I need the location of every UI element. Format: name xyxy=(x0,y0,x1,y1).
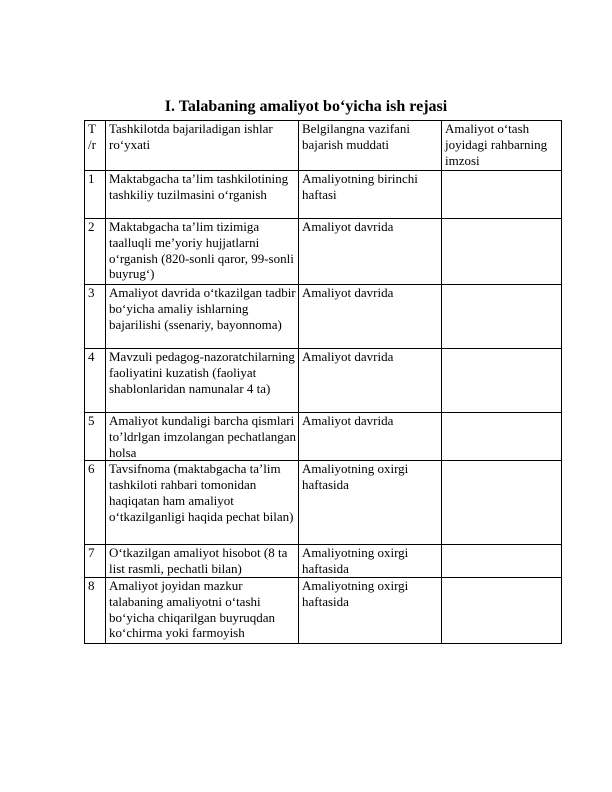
row-number: 5 xyxy=(85,413,106,461)
row-task: Amaliyot kundaligi barcha qismlari to’ldrlgan imzolangan pechatlangan holsa xyxy=(106,413,299,461)
row-signature xyxy=(442,349,562,413)
row-signature xyxy=(442,171,562,219)
row-term: Amaliyot davrida xyxy=(299,413,442,461)
table-row xyxy=(85,545,562,578)
row-task: Maktabgacha ta’lim tashkilotining tashkiliy tuzilmasini o‘rganish xyxy=(106,171,299,219)
row-number: 7 xyxy=(85,545,106,578)
header-number: T /r xyxy=(85,121,106,171)
row-number: 4 xyxy=(85,349,106,413)
row-task: Amaliyot davrida o‘tkazilgan tadbir bo‘yicha amaliy ishlarning bajarilishi (ssenariy, bayonnoma) xyxy=(106,285,299,349)
row-term: Amaliyotning oxirgi haftasida xyxy=(299,577,442,643)
table-row xyxy=(85,349,562,413)
row-term: Amaliyotning oxirgi haftasida xyxy=(299,461,442,545)
row-term: Amaliyot davrida xyxy=(299,285,442,349)
row-task: O‘tkazilgan amaliyot hisobot (8 ta list rasmli, pechatli bilan) xyxy=(106,545,299,578)
row-signature xyxy=(442,545,562,578)
table-header-row xyxy=(85,121,562,171)
row-term: Amaliyotning oxirgi haftasida xyxy=(299,545,442,578)
row-task: Mavzuli pedagog-nazoratchilarning faoliyatini kuzatish (faoliyat shablonlaridan namunalar 4 ta) xyxy=(106,349,299,413)
table-row xyxy=(85,171,562,219)
row-number: 3 xyxy=(85,285,106,349)
row-signature xyxy=(442,413,562,461)
table-row xyxy=(85,413,562,461)
row-signature xyxy=(442,285,562,349)
row-number: 6 xyxy=(85,461,106,545)
row-task: Amaliyot joyidan mazkur talabaning amaliyotni o‘tashi bo‘yicha chiqarilgan buyruqdan ko‘chirma yoki farmoyish xyxy=(106,577,299,643)
table-row xyxy=(85,461,562,545)
row-signature xyxy=(442,219,562,285)
row-task: Tavsifnoma (maktabgacha ta’lim tashkiloti rahbari tomonidan haqiqatan ham amaliyot o‘tkazilganligi haqida pechat bilan) xyxy=(106,461,299,545)
table-row xyxy=(85,577,562,643)
row-number: 8 xyxy=(85,577,106,643)
header-task: Tashkilotda bajariladigan ishlar ro‘yxati xyxy=(106,121,299,171)
header-signature: Amaliyot o‘tash joyidagi rahbarning imzosi xyxy=(442,121,562,171)
row-number: 1 xyxy=(85,171,106,219)
row-signature xyxy=(442,461,562,545)
row-task: Maktabgacha ta’lim tizimiga taalluqli me’yoriy hujjatlarni o‘rganish (820-sonli qaror, 99-sonli buyrug‘) xyxy=(106,219,299,285)
page-title: I. Talabaning amaliyot bo‘yicha ish rejasi xyxy=(164,98,448,115)
work-plan-table xyxy=(84,120,562,644)
row-number: 2 xyxy=(85,219,106,285)
row-signature xyxy=(442,577,562,643)
row-term: Amaliyotning birinchi haftasi xyxy=(299,171,442,219)
header-term: Belgilangna vazifani bajarish muddati xyxy=(299,121,442,171)
table-row xyxy=(85,285,562,349)
table-row xyxy=(85,219,562,285)
row-term: Amaliyot davrida xyxy=(299,349,442,413)
row-term: Amaliyot davrida xyxy=(299,219,442,285)
